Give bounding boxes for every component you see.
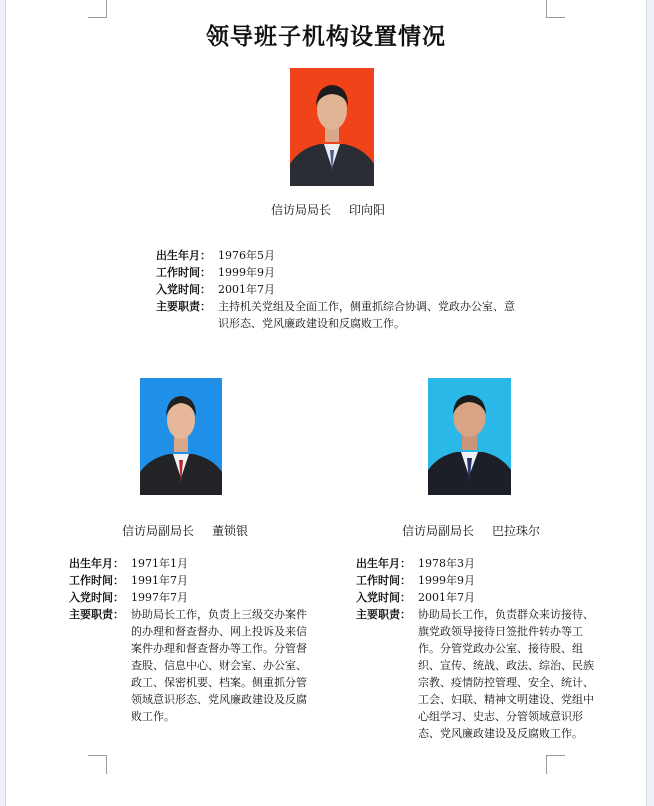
birth-value: 1976年5月	[218, 249, 275, 262]
document-title: 领导班子机构设置情况	[206, 23, 446, 50]
leader-position: 信访局副局长	[122, 524, 195, 538]
duties-row	[356, 606, 594, 742]
leader-info-3	[356, 555, 594, 742]
duties-value: 协助局长工作，负责群众来访接待、旗党政领导接待日签批件转办等工作。分管党政办公室、接待股、组织、宣传、统战、政法、综治、民族宗教、疫情防控管理、安全、统计、工会、妇联、精神文明建设、党组中心组学习、史志、分管领域意识形态、党风廉政建设及反腐败工作。	[418, 608, 594, 740]
work-start-label: 工作时间：	[156, 266, 211, 279]
duties-label: 主要职责：	[156, 300, 211, 313]
duties-value: 主持机关党组及全面工作，侧重抓综合协调、党政办公室、意识形态、党风廉政建设和反腐败工作。	[218, 300, 515, 330]
leader-position: 信访局局长	[271, 203, 332, 217]
leader-name: 董锁银	[212, 524, 249, 538]
birth-label: 出生年月：	[69, 557, 124, 570]
work-start-label: 工作时间：	[356, 574, 411, 587]
duties-value: 协助局长工作，负责上三级交办案件的办理和督查督办、网上投诉及来信案件办理和督查督办等工作。分管督查股、信息中心、财会室、办公室、政工、保密机要、档案。侧重抓分管领域意识形态、党风廉政建设及反腐败工作。	[131, 608, 307, 723]
work-start-value: 1999年9月	[418, 574, 475, 587]
work-start-value: 1991年7月	[131, 574, 188, 587]
leader-caption-1	[271, 201, 385, 218]
duties-label: 主要职责：	[69, 608, 124, 621]
party-join-label: 入党时间：	[356, 591, 411, 604]
birth-row	[356, 555, 594, 572]
party-join-value: 2001年7月	[418, 591, 475, 604]
party-join-row	[69, 589, 307, 606]
work-start-row	[69, 572, 307, 589]
work-start-row	[356, 572, 594, 589]
party-join-label: 入党时间：	[69, 591, 124, 604]
leader-caption-2	[122, 522, 248, 539]
birth-row	[69, 555, 307, 572]
leader-info-2	[69, 555, 307, 725]
party-join-label: 入党时间：	[156, 283, 211, 296]
crop-mark-bottom-left	[88, 755, 107, 774]
crop-mark-top-right	[546, 0, 565, 18]
leader-info-1	[156, 247, 516, 332]
work-start-label: 工作时间：	[69, 574, 124, 587]
work-start-value: 1999年9月	[218, 266, 275, 279]
leader-photo-3	[428, 378, 511, 495]
birth-value: 1978年3月	[418, 557, 475, 570]
duties-label: 主要职责：	[356, 608, 411, 621]
crop-mark-top-left	[88, 0, 107, 18]
crop-mark-bottom-right	[546, 755, 565, 774]
duties-row	[69, 606, 307, 725]
leader-name: 巴拉珠尔	[492, 524, 541, 538]
birth-value: 1971年1月	[131, 557, 188, 570]
party-join-value: 1997年7月	[131, 591, 188, 604]
document-page	[5, 0, 647, 806]
leader-position: 信访局副局长	[402, 524, 475, 538]
party-join-value: 2001年7月	[218, 283, 275, 296]
leader-photo-1	[290, 68, 374, 186]
leader-name: 印向阳	[349, 203, 386, 217]
leader-photo-2	[140, 378, 222, 495]
work-start-row	[156, 264, 516, 281]
leader-caption-3	[402, 522, 540, 539]
party-join-row	[356, 589, 594, 606]
birth-label: 出生年月：	[356, 557, 411, 570]
birth-row	[156, 247, 516, 264]
birth-label: 出生年月：	[156, 249, 211, 262]
duties-row	[156, 298, 516, 332]
party-join-row	[156, 281, 516, 298]
